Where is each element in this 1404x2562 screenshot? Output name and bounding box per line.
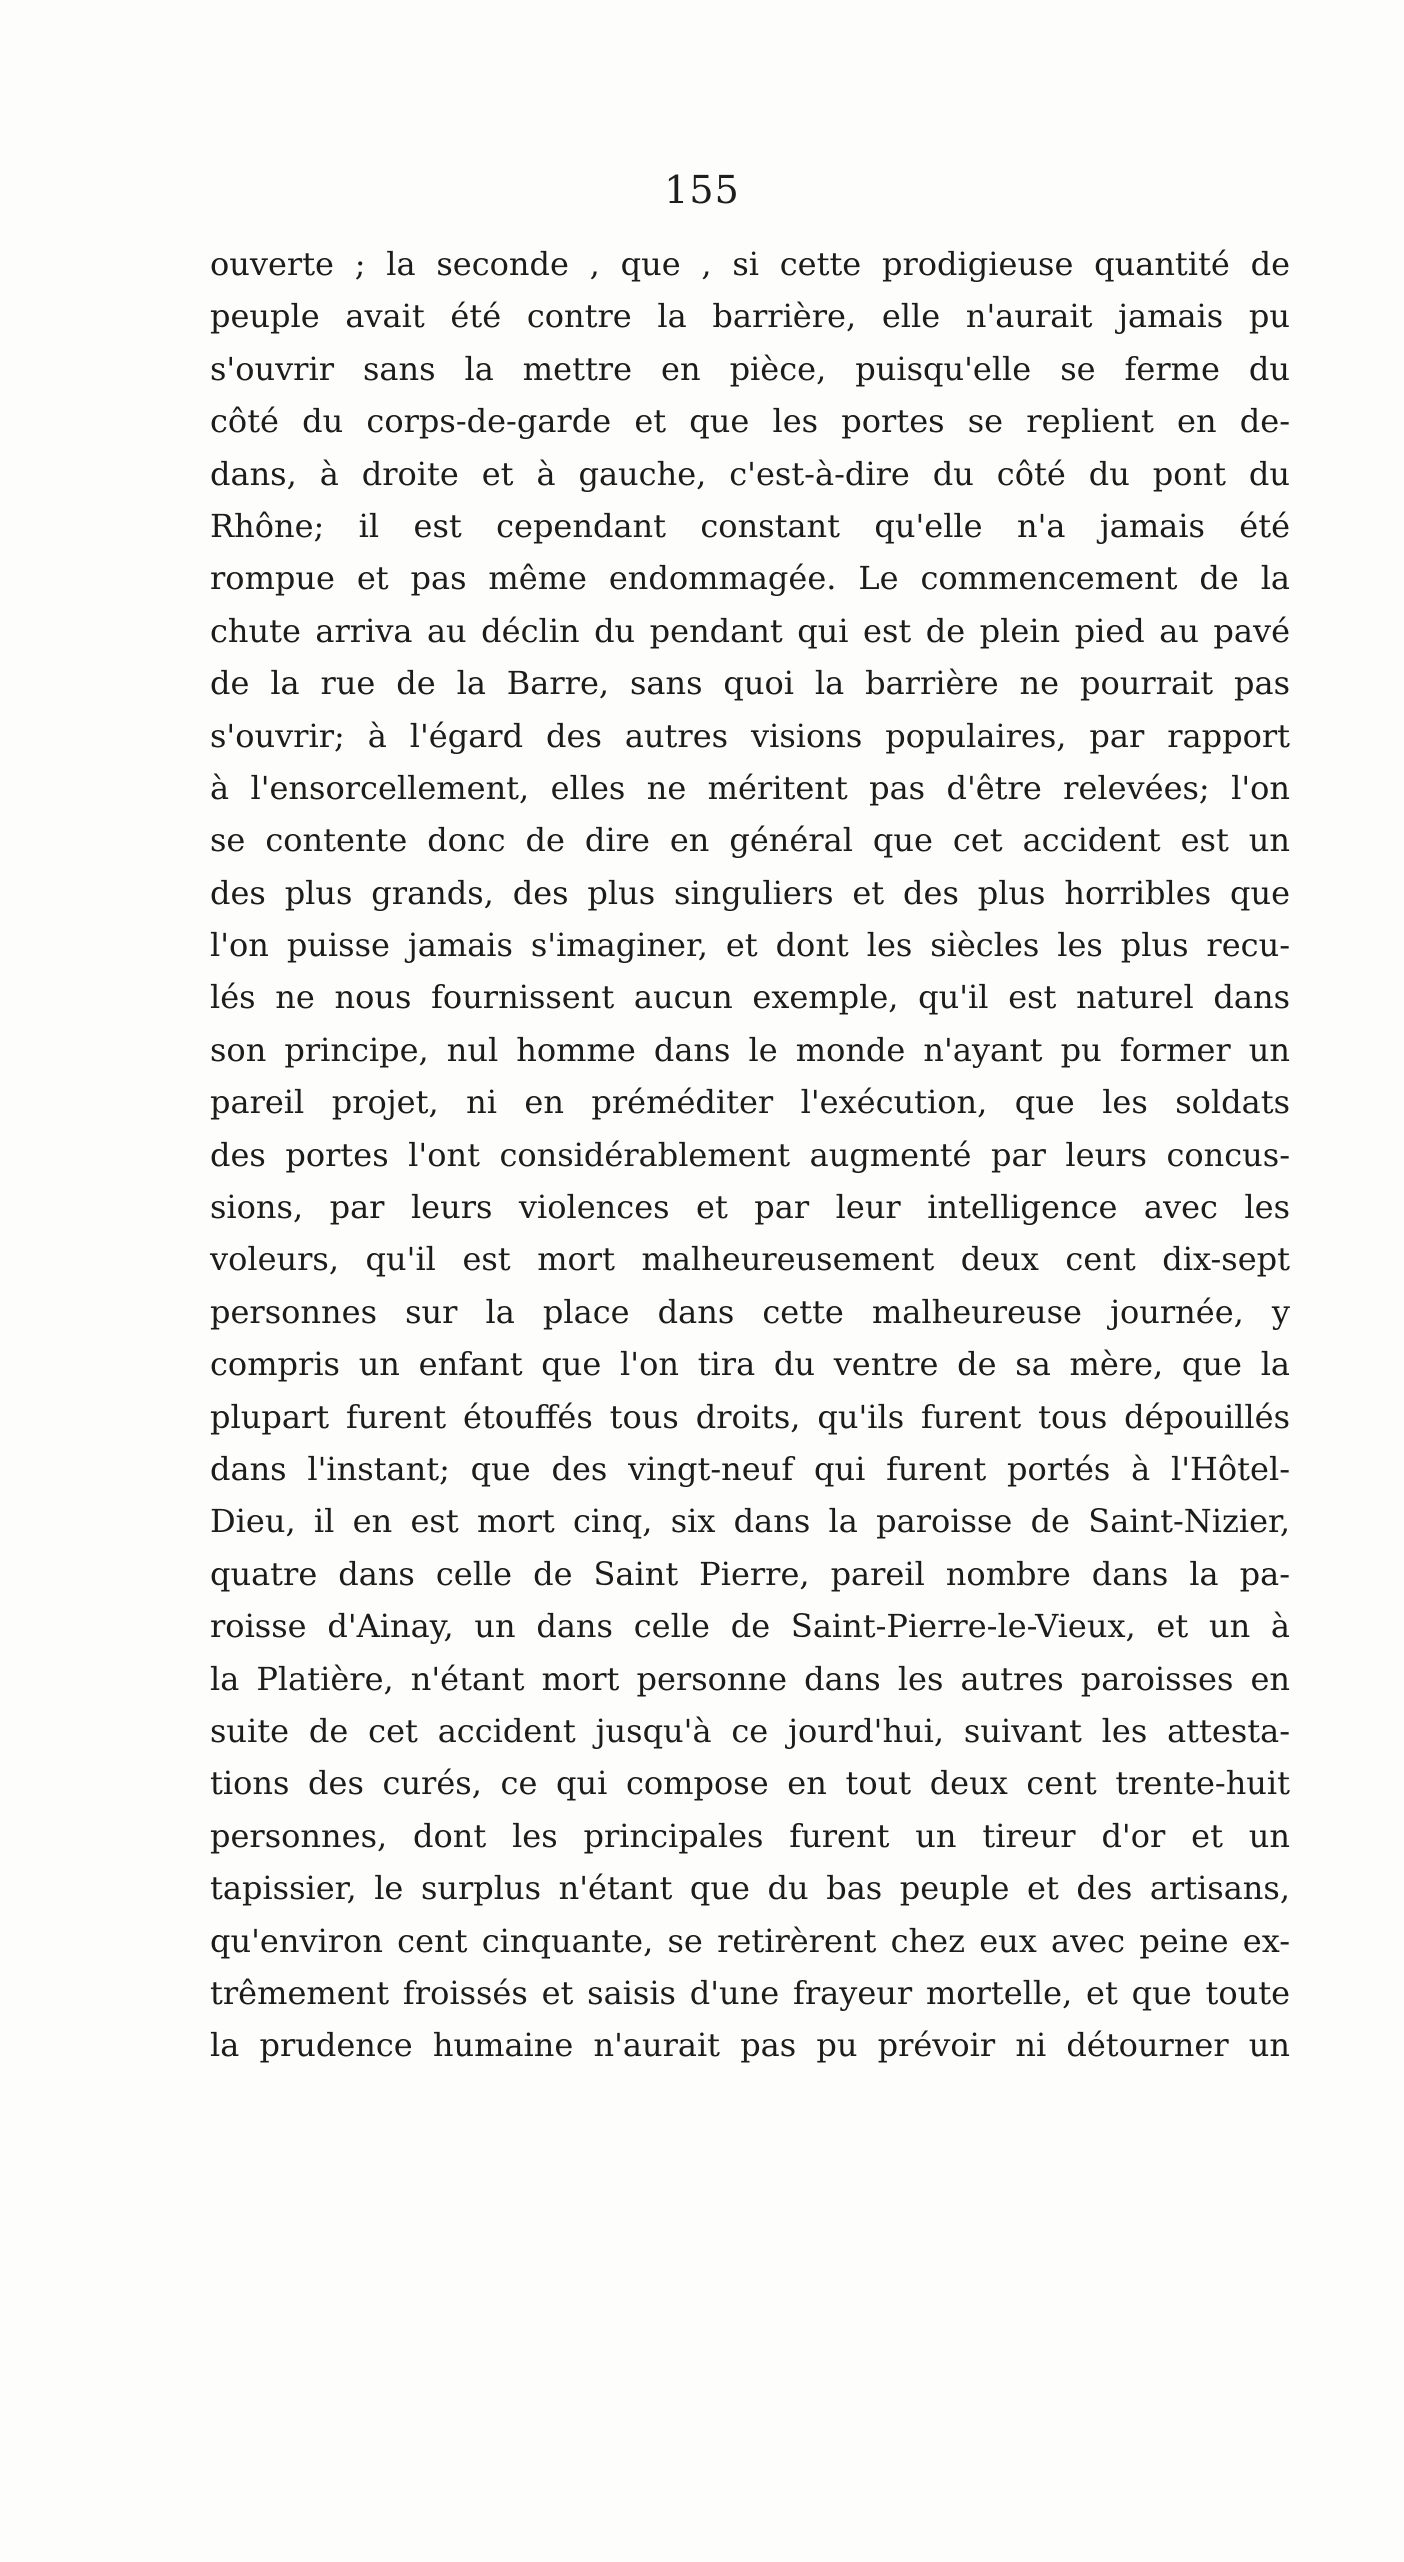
- text-line: plupart furent étouffés tous droits, qu'ils furent tous dépouillés: [210, 1397, 1290, 1436]
- page-number: 155: [664, 168, 740, 212]
- text-line: se contente donc de dire en général que cet accident est un: [210, 821, 1290, 860]
- text-line: la prudence humaine n'aurait pas pu prévoir ni détourner un: [210, 2026, 1290, 2065]
- text-line: pareil projet, ni en préméditer l'exécution, que les soldats: [210, 1083, 1290, 1122]
- text-line: personnes sur la place dans cette malheureuse journée, y: [210, 1292, 1290, 1331]
- text-line: sions, par leurs violences et par leur intelligence avec les: [210, 1188, 1290, 1227]
- text-line: son principe, nul homme dans le monde n'ayant pu former un: [210, 1030, 1290, 1069]
- text-line: s'ouvrir; à l'égard des autres visions populaires, par rapport: [210, 716, 1290, 755]
- text-line: dans, à droite et à gauche, c'est-à-dire du côté du pont du: [210, 454, 1290, 493]
- text-line: personnes, dont les principales furent un tireur d'or et un: [210, 1816, 1290, 1855]
- text-line: s'ouvrir sans la mettre en pièce, puisqu'elle se ferme du: [210, 349, 1290, 388]
- text-line: voleurs, qu'il est mort malheureusement deux cent dix-sept: [210, 1240, 1290, 1279]
- text-line: côté du corps-de-garde et que les portes se replient en de-: [210, 402, 1290, 441]
- text-line: la Platière, n'étant mort personne dans les autres paroisses en: [210, 1659, 1290, 1698]
- text-line: quatre dans celle de Saint Pierre, pareil nombre dans la pa-: [210, 1554, 1290, 1593]
- text-line: qu'environ cent cinquante, se retirèrent chez eux avec peine ex-: [210, 1921, 1290, 1960]
- text-line: de la rue de la Barre, sans quoi la barrière ne pourrait pas: [210, 664, 1290, 703]
- body-text: [210, 238, 1290, 2072]
- text-line: Rhône; il est cependant constant qu'elle n'a jamais été: [210, 506, 1290, 545]
- text-line: des plus grands, des plus singuliers et des plus horribles que: [210, 873, 1290, 912]
- text-line: compris un enfant que l'on tira du ventre de sa mère, que la: [210, 1345, 1290, 1384]
- text-line: lés ne nous fournissent aucun exemple, qu'il est naturel dans: [210, 978, 1290, 1017]
- text-line: ouverte ; la seconde , que , si cette prodigieuse quantité de: [210, 245, 1290, 283]
- text-line: tions des curés, ce qui compose en tout deux cent trente-huit: [210, 1764, 1290, 1803]
- text-line: dans l'instant; que des vingt-neuf qui furent portés à l'Hôtel-: [210, 1449, 1290, 1488]
- text-line: l'on puisse jamais s'imaginer, et dont les siècles les plus recu-: [210, 926, 1290, 965]
- text-line: chute arriva au déclin du pendant qui est de plein pied au pavé: [210, 611, 1290, 650]
- text-line: rompue et pas même endommagée. Le commencement de la: [210, 559, 1290, 598]
- text-line: Dieu, il en est mort cinq, six dans la paroisse de Saint-Nizier,: [210, 1502, 1290, 1541]
- text-line: tapissier, le surplus n'étant que du bas peuple et des artisans,: [210, 1869, 1290, 1908]
- text-line: roisse d'Ainay, un dans celle de Saint-Pierre-le-Vieux, et un à: [210, 1607, 1290, 1646]
- text-line: trêmement froissés et saisis d'une frayeur mortelle, et que toute: [210, 1973, 1290, 2012]
- text-line: suite de cet accident jusqu'à ce jourd'hui, suivant les attesta-: [210, 1711, 1290, 1750]
- text-line: peuple avait été contre la barrière, elle n'aurait jamais pu: [210, 297, 1290, 336]
- text-line: à l'ensorcellement, elles ne méritent pas d'être relevées; l'on: [210, 768, 1290, 807]
- text-line: des portes l'ont considérablement augmenté par leurs concus-: [210, 1135, 1290, 1174]
